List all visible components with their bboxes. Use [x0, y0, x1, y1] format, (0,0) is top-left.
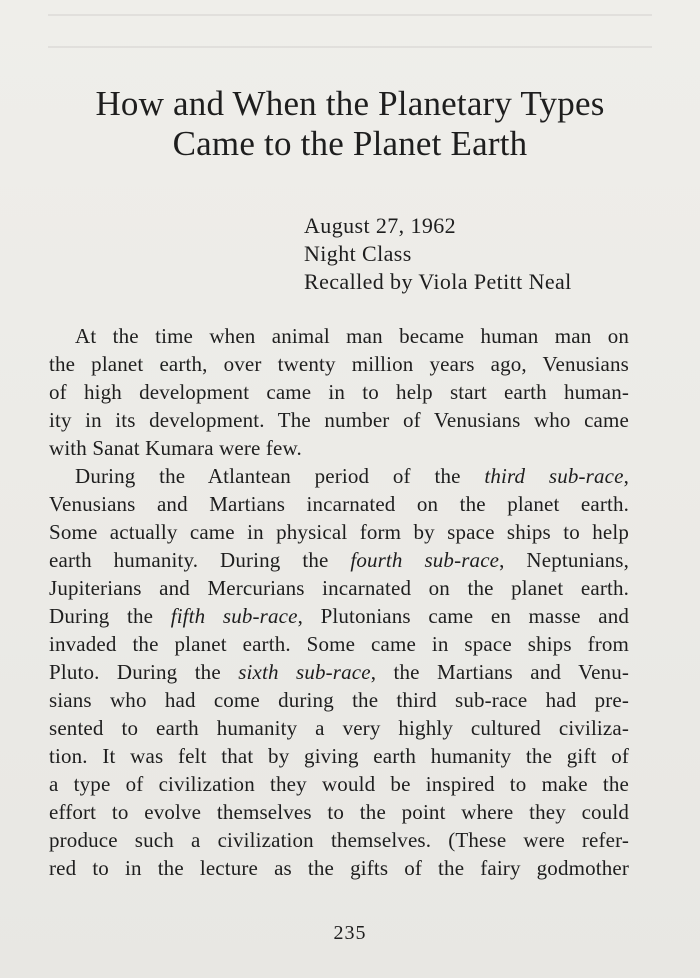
text-line [49, 546, 629, 574]
text-run: , the Martians and Venu- [370, 660, 629, 684]
text-run: earth humanity. During the [49, 548, 351, 572]
italic-term: fourth sub-race [350, 548, 500, 572]
text-run: Some actually came in physical form by space ships to help [49, 520, 629, 544]
text-line [49, 630, 629, 658]
text-run: produce such a civilization themselves. (These were refer- [49, 828, 629, 852]
chapter-title-line: How and When the Planetary Types [95, 84, 605, 123]
text-line [49, 462, 629, 490]
text-line [49, 658, 629, 686]
text-run: the planet earth, over twenty million years ago, Venusians [49, 352, 629, 376]
text-run: Jupiterians and Mercurians incarnated on the planet earth. [49, 576, 629, 600]
show-through-text [48, 46, 652, 48]
text-line [49, 518, 629, 546]
text-run: Venusians and Martians incarnated on the planet earth. [49, 492, 629, 516]
italic-term: fifth sub-race [170, 604, 298, 628]
text-run: At the time when animal man became human man on [75, 324, 629, 348]
text-run: During the [49, 604, 171, 628]
text-line [49, 406, 629, 434]
text-line [49, 798, 629, 826]
text-run: ity in its development. The number of Venusians who came [49, 408, 629, 432]
text-run: invaded the planet earth. Some came in space ships from [49, 632, 629, 656]
text-run: sented to earth humanity a very highly cultured civiliza- [49, 716, 629, 740]
session-date: August 27, 1962 [304, 213, 457, 238]
session-class: Night Class [304, 241, 412, 266]
text-line [49, 350, 629, 378]
text-run: , [623, 464, 629, 488]
text-run: tion. It was felt that by giving earth humanity the gift of [49, 744, 629, 768]
text-run: red to in the lecture as the gifts of the fairy godmother [49, 856, 629, 880]
text-line [49, 770, 629, 798]
italic-term: third sub-race [484, 464, 624, 488]
text-run: sians who had come during the third sub-race had pre- [49, 688, 629, 712]
text-line [49, 714, 629, 742]
italic-term: sixth sub-race [238, 660, 371, 684]
text-line [49, 322, 629, 350]
text-run: effort to evolve themselves to the point where they could [49, 800, 629, 824]
text-run: , Plutonians came en masse and [297, 604, 629, 628]
text-line [49, 490, 629, 518]
body-text [49, 322, 629, 882]
text-run: a type of civilization they would be inspired to make the [49, 772, 629, 796]
text-line [49, 742, 629, 770]
text-run: Pluto. During the [49, 660, 239, 684]
text-run: During the Atlantean period of the [75, 464, 485, 488]
text-line [49, 826, 629, 854]
text-line [49, 602, 629, 630]
text-line [49, 686, 629, 714]
paragraph [49, 462, 629, 882]
paragraph [49, 322, 629, 462]
text-line [49, 434, 629, 462]
chapter-title [0, 84, 700, 164]
text-line [49, 854, 629, 882]
text-run: with Sanat Kumara were few. [49, 436, 302, 460]
text-run: , Neptunians, [499, 548, 629, 572]
show-through-text [48, 14, 652, 16]
session-recalled-by: Recalled by Viola Petitt Neal [304, 269, 572, 294]
text-line [49, 378, 629, 406]
page-number: 235 [333, 922, 367, 944]
session-info [304, 212, 572, 296]
chapter-title-line: Came to the Planet Earth [172, 124, 528, 163]
text-line [49, 574, 629, 602]
text-run: of high development came in to help start earth human- [49, 380, 629, 404]
